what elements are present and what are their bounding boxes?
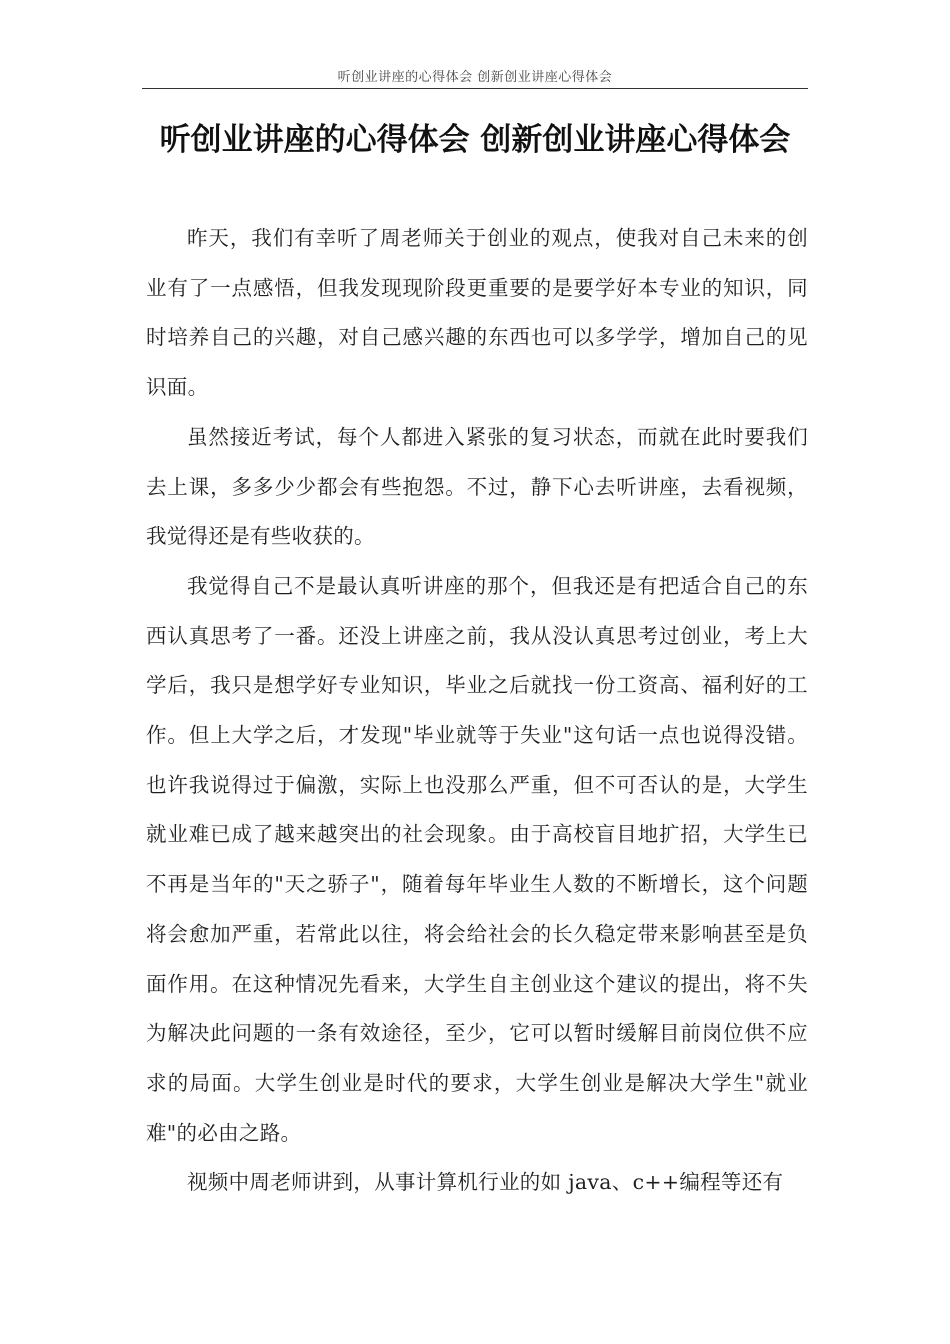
header-rule	[142, 88, 808, 89]
paragraph-1: 昨天，我们有幸听了周老师关于创业的观点，使我对自己未来的创业有了一点感悟，但我发现现阶段更重要的是要学好本专业的知识，同时培养自己的兴趣，对自己感兴趣的东西也可以多学学，增加自己的见识面。	[146, 226, 808, 400]
paragraph-3: 我觉得自己不是最认真听讲座的那个，但我还是有把适合自己的东西认真思考了一番。还没上讲座之前，我从没认真思考过创业，考上大学后，我只是想学好专业知识，毕业之后就找一份工资高、福利好的工作。但上大学之后，才发现"毕业就等于失业"这句话一点也说得没错。也许我说得过于偏激，实际上也没那么严重，但不可否认的是，大学生就业难已成了越来越突出的社会现象。由于高校盲目地扩招，大学生已不再是当年的"天之骄子"，随着每年毕业生人数的不断增长，这个问题将会愈加严重，若常此以往，将会给社会的长久稳定带来影响甚至是负面作用。在这种情况先看来，大学生自主创业这个建议的提出，将不失为解决此问题的一条有效途径，至少，它可以暂时缓解目前岗位供不应求的局面。大学生创业是时代的要求，大学生创业是解决大学生"就业难"的必由之路。	[146, 573, 808, 1145]
document-body	[146, 214, 808, 1208]
paragraph-2: 虽然接近考试，每个人都进入紧张的复习状态，而就在此时要我们去上课，多多少少都会有些抱怨。不过，静下心去听讲座，去看视频，我觉得还是有些收获的。	[146, 424, 808, 549]
running-header: 听创业讲座的心得体会 创新创业讲座心得体会	[337, 70, 613, 85]
paragraph-4: 视频中周老师讲到，从事计算机行业的如 java、c++编程等还有	[187, 1170, 784, 1195]
document-title: 听创业讲座的心得体会 创新创业讲座心得体会	[159, 122, 791, 158]
